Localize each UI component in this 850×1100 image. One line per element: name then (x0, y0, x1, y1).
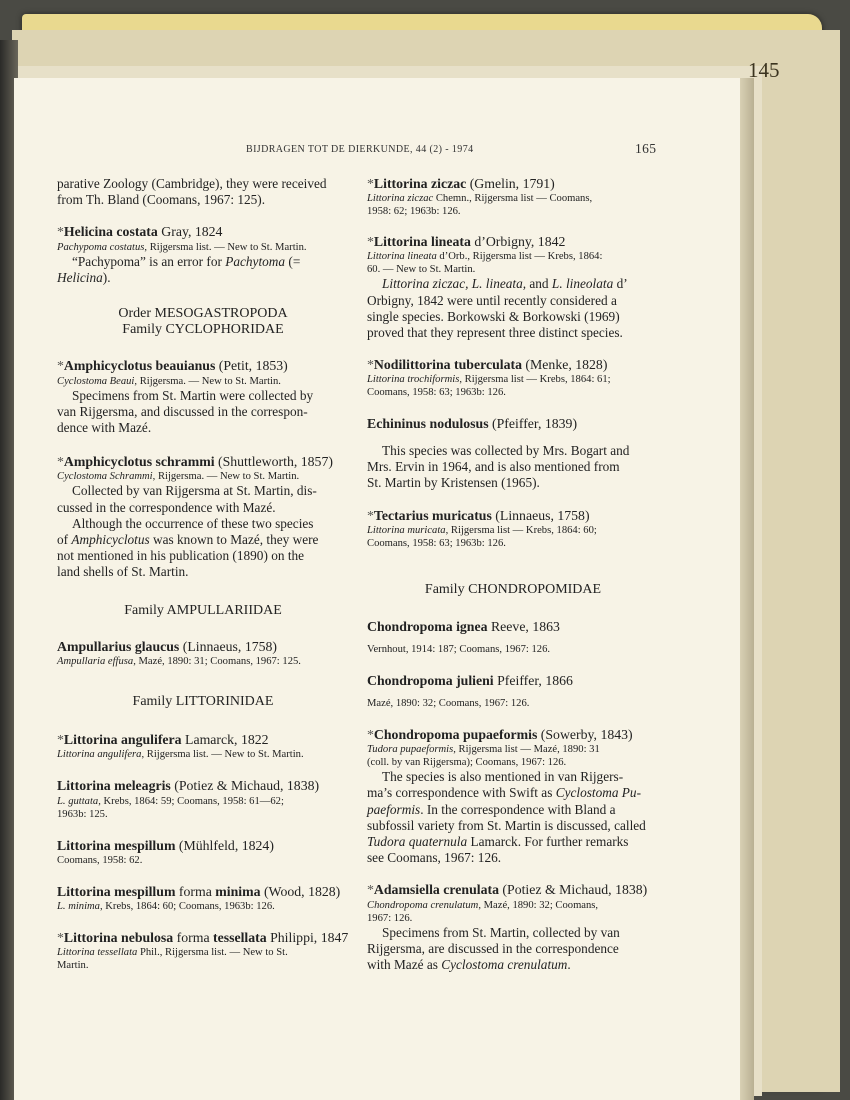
species-reference: Tudora pupaeformis, Rijgersma list — Mazé, 1890: 31 (367, 744, 600, 756)
species-reference: 1967: 126. (367, 912, 413, 924)
species-text: St. Martin by Kristensen (1965). (367, 475, 540, 491)
species-text: This species was collected by Mrs. Bogart and (382, 442, 630, 458)
species-text: proved that they represent three distinct species. (367, 325, 623, 341)
species-text: paeformis. In the correspondence with Bland a (367, 801, 616, 817)
species-reference: Littorina angulifera, Rijgersma list. — New to St. Martin. (57, 749, 304, 761)
species-heading: Littorina mespillum (Mühlfeld, 1824) (57, 837, 274, 853)
species-entry (57, 778, 349, 820)
species-entry (57, 838, 349, 867)
species-reference: Littorina trochiformis, Rijgersma list — Krebs, 1864: 61; (367, 374, 611, 386)
species-reference: (coll. by van Rijgersma); Coomans, 1967: 126. (367, 757, 567, 769)
species-text: land shells of St. Martin. (57, 564, 189, 580)
family-heading: Family LITTORINIDAE (132, 694, 274, 710)
species-text: Specimens from St. Martin, collected by van (382, 924, 620, 940)
left-column (57, 176, 349, 972)
family-heading: Family AMPULLARIIDAE (124, 602, 282, 618)
species-entry (57, 639, 349, 668)
species-heading: *Helicina costata Gray, 1824 (57, 224, 223, 240)
journal-title: BIJDRAGEN TOT DE DIERKUNDE, 44 (2) - 1974 (246, 144, 474, 155)
species-reference: Littorina muricata, Rijgersma list — Krebs, 1864: 60; (367, 525, 597, 537)
species-reference: 1963b: 125. (57, 808, 108, 820)
intro-line: from Th. Bland (Coomans, 1967: 125). (57, 192, 266, 208)
species-heading: *Amphicyclotus beauianus (Petit, 1853) (57, 358, 288, 374)
species-text: see Coomans, 1967: 126. (367, 850, 502, 866)
species-text: single species. Borkowski & Borkowski (1969) (367, 308, 620, 324)
species-reference: Coomans, 1958: 62. (57, 854, 143, 866)
species-heading: Littorina mespillum forma minima (Wood, 1828) (57, 883, 341, 899)
species-text: van Rijgersma, and discussed in the correspon- (57, 403, 308, 419)
species-entry (57, 454, 349, 580)
species-text: of Amphicyclotus was known to Mazé, they were (57, 532, 319, 548)
species-reference: Littorina tessellata Phil., Rijgersma list. — New to St. (57, 947, 288, 959)
species-reference: Pachypoma costatus, Rijgersma list. — New to St. Martin. (57, 241, 307, 253)
species-reference: Ampullaria effusa, Mazé, 1890: 31; Coomans, 1967: 125. (57, 656, 301, 668)
species-reference: Littorina lineata d’Orb., Rijgersma list — Krebs, 1864: (367, 251, 603, 263)
species-reference: L. minima, Krebs, 1864: 60; Coomans, 1963b: 126. (57, 901, 275, 913)
species-heading: *Tectarius muricatus (Linnaeus, 1758) (367, 508, 590, 524)
species-entry (367, 619, 659, 656)
species-text: Tudora quaternula Lamarck. For further remarks (367, 834, 629, 850)
species-heading: *Chondropoma pupaeformis (Sowerby, 1843) (367, 727, 633, 743)
species-heading: Ampullarius glaucus (Linnaeus, 1758) (57, 638, 278, 654)
species-entry (367, 673, 659, 710)
species-heading: Chondropoma ignea Reeve, 1863 (367, 618, 560, 634)
species-text: Although the occurrence of these two species (72, 515, 314, 531)
species-entry (57, 930, 349, 972)
species-heading: Chondropoma julieni Pfeiffer, 1866 (367, 672, 573, 688)
species-text: Orbigny, 1842 were until recently considered a (367, 292, 617, 308)
species-heading: Echininus nodulosus (Pfeiffer, 1839) (367, 416, 578, 432)
page-edge-shadow (740, 78, 754, 1100)
species-text: Collected by van Rijgersma at St. Martin, dis- (72, 483, 317, 499)
species-text: Littorina ziczac, L. lineata, and L. lineolata d’ (382, 276, 628, 292)
page-number: 165 (635, 141, 657, 156)
species-entry (367, 416, 659, 491)
stamped-page-number: 145 (748, 58, 780, 82)
species-entry (367, 882, 659, 973)
species-reference: Cyclostoma Beaui, Rijgersma. — New to St. Martin. (57, 375, 281, 387)
species-reference: Cyclostoma Schrammi, Rijgersma. — New to St. Martin. (57, 471, 300, 483)
species-reference: Coomans, 1958: 63; 1963b: 126. (367, 538, 506, 550)
species-heading: *Littorina ziczac (Gmelin, 1791) (367, 176, 555, 191)
species-text: with Mazé as Cyclostoma crenulatum. (367, 957, 571, 973)
species-entry (367, 727, 659, 866)
species-entry (367, 234, 659, 341)
species-reference: 60. — New to St. Martin. (367, 264, 476, 276)
species-reference: Coomans, 1958: 63; 1963b: 126. (367, 387, 506, 399)
species-text: Rijgersma, are discussed in the correspondence (367, 940, 619, 956)
species-reference: Chondropoma crenulatum, Mazé, 1890: 32; Coomans, (367, 899, 599, 911)
species-text: not mentioned in his publication (1890) on the (57, 548, 305, 564)
species-text: Specimens from St. Martin were collected by (72, 387, 314, 403)
species-reference: Vernhout, 1914: 187; Coomans, 1967: 126. (367, 643, 551, 655)
species-reference: Martin. (57, 960, 89, 972)
species-entry (57, 732, 349, 761)
species-entry (367, 357, 659, 399)
species-heading: *Nodilittorina tuberculata (Menke, 1828) (367, 357, 608, 373)
species-reference: L. guttata, Krebs, 1864: 59; Coomans, 1958: 61—62; (57, 795, 284, 807)
species-text: Helicina). (57, 269, 111, 285)
order-heading: Order MESOGASTROPODA (118, 306, 288, 322)
species-reference: Littorina ziczac Chemn., Rijgersma list — Coomans, (367, 193, 593, 205)
family-heading: Family CHONDROPOMIDAE (424, 582, 602, 598)
species-entry (57, 358, 349, 436)
species-text: “Pachypoma” is an error for Pachytoma (= (72, 253, 301, 269)
right-column (367, 176, 659, 973)
species-heading: *Littorina angulifera Lamarck, 1822 (57, 732, 269, 748)
species-text: cussed in the correspondence with Mazé. (57, 499, 276, 515)
species-entry (367, 176, 659, 218)
species-text: Mrs. Ervin in 1964, and is also mentioned from (367, 458, 620, 474)
intro-line: parative Zoology (Cambridge), they were received (57, 176, 327, 191)
species-heading: *Amphicyclotus schrammi (Shuttleworth, 1857) (57, 454, 333, 470)
species-text: subfossil variety from St. Martin is discussed, called (367, 817, 646, 833)
species-entry (367, 508, 659, 550)
family-heading: Family CYCLOPHORIDAE (122, 322, 284, 338)
species-heading: *Adamsiella crenulata (Potiez & Michaud, 1838) (367, 882, 648, 898)
species-reference: Mazé, 1890: 32; Coomans, 1967: 126. (367, 698, 530, 710)
species-heading: *Littorina nebulosa forma tessellata Philippi, 1847 (57, 930, 349, 946)
species-text: ma’s correspondence with Swift as Cyclostoma Pu- (367, 785, 642, 801)
species-text: The species is also mentioned in van Rijgers- (382, 769, 624, 785)
species-entry (57, 224, 349, 286)
species-text: dence with Mazé. (57, 420, 152, 436)
species-heading: Littorina meleagris (Potiez & Michaud, 1838) (57, 778, 320, 794)
species-heading: *Littorina lineata d’Orbigny, 1842 (367, 234, 566, 250)
species-reference: 1958: 62; 1963b: 126. (367, 206, 461, 218)
species-entry (57, 884, 349, 913)
